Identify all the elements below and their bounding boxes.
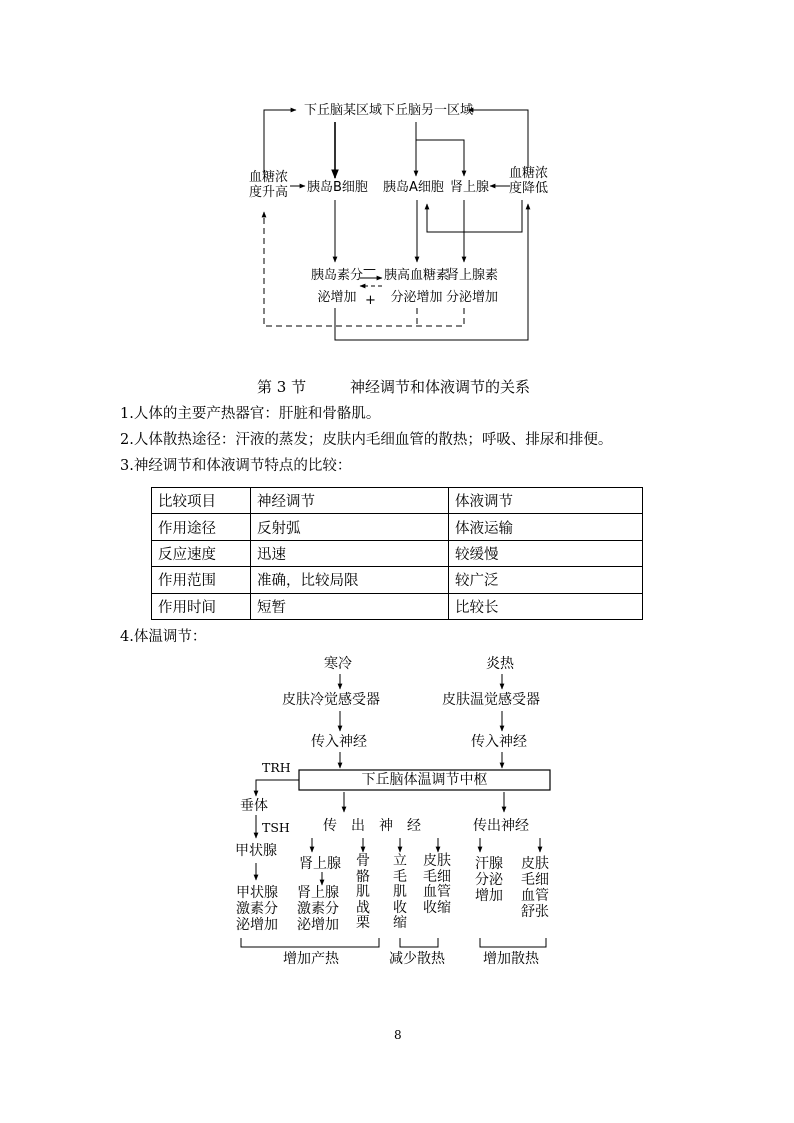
erector-char: 立 [393, 853, 407, 869]
adrenal-gland-2: 肾上腺 [299, 856, 341, 872]
efferent-nerve-right: 传出神经 [473, 818, 529, 834]
epinephrine-line: 激素分 [297, 901, 339, 917]
adrenal-gland: 肾上腺 [450, 180, 490, 195]
point-2: 2.人体散热途径：汗液的蒸发；皮肤内毛细血管的散热；呼吸、排尿和排便。 [120, 432, 613, 448]
hot-stimulus: 炎热 [486, 656, 514, 672]
epinephrine-line: 肾上腺 [297, 885, 339, 901]
sweat-line: 增加 [475, 888, 503, 904]
table-cell: 神经调节 [251, 488, 449, 514]
promotion-sign: + [365, 293, 376, 308]
insulin-line1: 胰岛素分 [311, 268, 364, 283]
table-cell: 准确，比较局限 [251, 567, 449, 593]
epinephrine-increase [297, 885, 339, 933]
vessel-dilate-line: 血管 [521, 888, 549, 904]
vessel-constrict-line: 毛细 [423, 868, 451, 885]
point-3: 3.神经调节和体液调节特点的比较： [120, 458, 352, 474]
point-4: 4.体温调节： [120, 629, 207, 645]
table-cell: 较广泛 [449, 567, 643, 593]
thyroxine-line: 泌增加 [236, 917, 278, 933]
sweat-gland-secretion [475, 856, 503, 904]
skeletal-char: 骨 [356, 853, 370, 869]
point-1: 1.人体的主要产热器官：肝脏和骨骼肌。 [120, 406, 381, 422]
epinephrine-line: 泌增加 [297, 917, 339, 933]
thyroid-gland: 甲状腺 [235, 843, 277, 859]
epinephrine-line2: 分泌增加 [446, 290, 499, 305]
table-cell: 作用途径 [152, 514, 251, 540]
vessel-constrict-line: 收缩 [423, 899, 451, 916]
erector-char: 收 [393, 899, 407, 916]
epinephrine-line1: 肾上腺素 [446, 268, 499, 283]
skeletal-muscle-shiver [356, 854, 370, 932]
glucose-high-line1: 血糖浓 [249, 170, 289, 185]
erector-char: 缩 [393, 915, 407, 931]
afferent-nerve-left: 传入神经 [311, 734, 367, 750]
sweat-line: 汗腺 [475, 856, 503, 872]
skeletal-char: 栗 [356, 915, 370, 931]
thyroxine-line: 甲状腺 [236, 885, 278, 901]
cold-stimulus: 寒冷 [324, 656, 352, 672]
glucagon-line2: 分泌增加 [390, 290, 443, 305]
erector-muscle-contract [393, 854, 407, 932]
vessel-dilate-line: 皮肤 [521, 856, 549, 872]
pituitary: 垂体 [240, 798, 268, 814]
erector-char: 肌 [393, 884, 407, 900]
table-cell: 作用时间 [152, 593, 251, 619]
vessel-constrict [423, 854, 451, 916]
afferent-nerve-right: 传入神经 [471, 734, 527, 750]
skeletal-char: 骼 [356, 868, 370, 885]
vessel-dilate-line: 毛细 [521, 872, 549, 888]
skeletal-char: 战 [356, 899, 370, 916]
section-title: 神经调节和体液调节的关系 [350, 378, 531, 396]
erector-char: 毛 [393, 868, 407, 885]
cold-receptor: 皮肤冷觉感受器 [282, 692, 380, 708]
vessel-dilate [521, 856, 549, 920]
trh-label: TRH [262, 760, 291, 775]
table-cell: 比较长 [449, 593, 643, 619]
vessel-constrict-line: 皮肤 [423, 853, 451, 869]
table-cell: 作用范围 [152, 567, 251, 593]
glucose-low-line2: 度降低 [509, 181, 549, 196]
table-cell: 较缓慢 [449, 540, 643, 566]
thermoregulation-center: 下丘脑体温调节中枢 [361, 772, 488, 788]
glucagon-line1: 胰高血糖素 [384, 268, 450, 283]
increase-heat-production: 增加产热 [283, 951, 339, 967]
vessel-dilate-line: 舒张 [521, 904, 549, 920]
vessel-constrict-line: 血管 [423, 884, 451, 900]
sweat-line: 分泌 [475, 872, 503, 888]
efferent-nerve-left: 传 出 神 经 [323, 818, 421, 834]
tsh-label: TSH [262, 820, 290, 835]
thyroxine-increase [236, 885, 278, 933]
table-cell: 反应速度 [152, 540, 251, 566]
thyroxine-line: 激素分 [236, 901, 278, 917]
increase-heat-loss: 增加散热 [483, 951, 539, 967]
beta-cell: 胰岛B细胞 [307, 180, 368, 195]
skeletal-char: 肌 [356, 884, 370, 900]
table-cell: 比较项目 [152, 488, 251, 514]
table-cell: 体液调节 [449, 488, 643, 514]
warm-receptor: 皮肤温觉感受器 [442, 692, 540, 708]
table-cell: 体液运输 [449, 514, 643, 540]
alpha-cell: 胰岛A细胞 [383, 180, 444, 195]
hypothalamus-region-b: 下丘脑另一区域 [382, 103, 474, 118]
inhibition-sign: — [363, 262, 376, 277]
hypothalamus-region-a: 下丘脑某区域 [304, 103, 383, 118]
glucose-high-line2: 度升高 [249, 185, 289, 200]
table-cell: 反射弧 [251, 514, 449, 540]
page-number: 8 [394, 1028, 402, 1042]
table-cell: 短暂 [251, 593, 449, 619]
section-number: 第 3 节 [257, 378, 307, 396]
decrease-heat-loss: 减少散热 [389, 951, 445, 967]
table-cell: 迅速 [251, 540, 449, 566]
insulin-line2: 泌增加 [317, 290, 357, 305]
glucose-low-line1: 血糖浓 [509, 166, 549, 181]
